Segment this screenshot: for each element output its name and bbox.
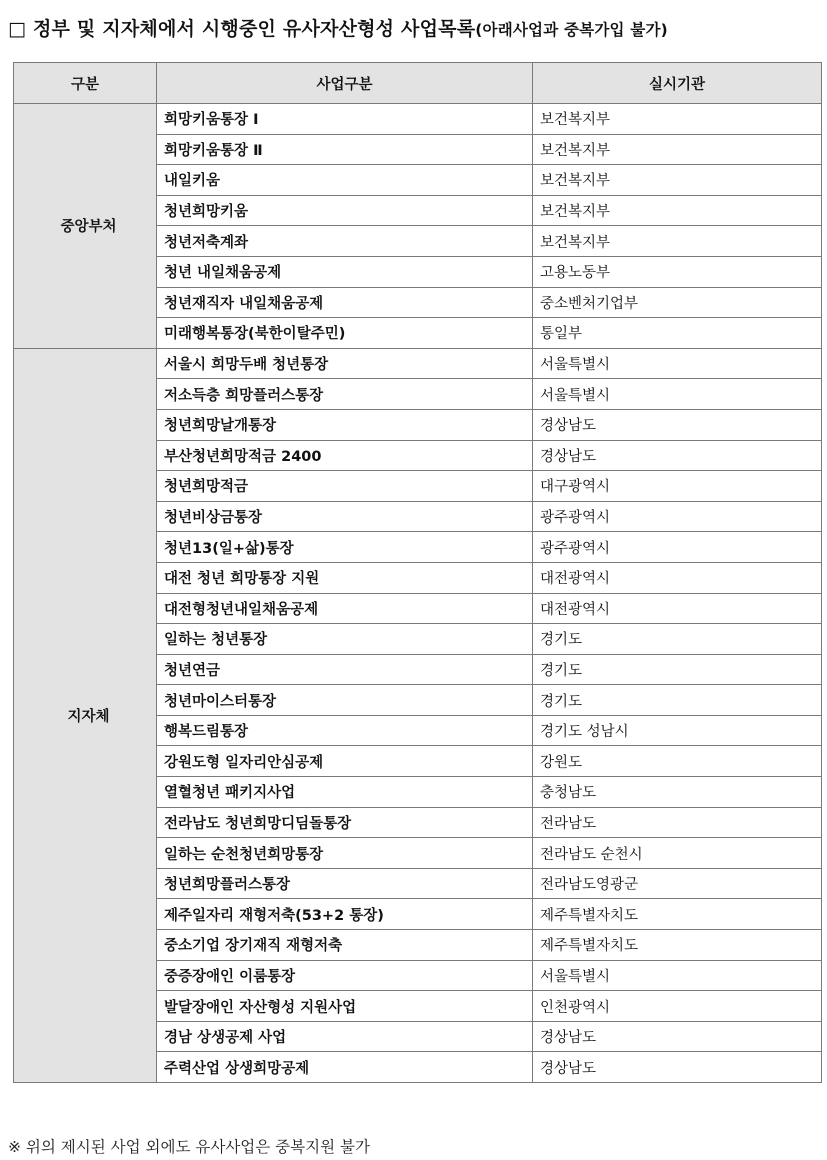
header-program: 사업구분 (157, 63, 533, 104)
program-name-cell: 중소기업 장기재직 재형저축 (157, 930, 533, 961)
program-name-cell: 청년희망적금 (157, 471, 533, 502)
program-name-cell: 중증장애인 이룸통장 (157, 960, 533, 991)
header-category: 구분 (14, 63, 157, 104)
agency-cell: 경상남도 (533, 1052, 822, 1083)
agency-cell: 서울특별시 (533, 379, 822, 410)
agency-cell: 보건복지부 (533, 104, 822, 135)
agency-cell: 경기도 (533, 624, 822, 655)
agency-cell: 중소벤처기업부 (533, 287, 822, 318)
program-name-cell: 대전 청년 희망통장 지원 (157, 562, 533, 593)
agency-cell: 경기도 (533, 654, 822, 685)
agency-cell: 전라남도 순천시 (533, 838, 822, 869)
table-header-row (14, 63, 822, 104)
program-name-cell: 내일키움 (157, 165, 533, 196)
program-name-cell: 청년희망날개통장 (157, 409, 533, 440)
agency-cell: 광주광역시 (533, 532, 822, 563)
program-name-cell: 행복드림통장 (157, 715, 533, 746)
program-name-cell: 미래행복통장(북한이탈주민) (157, 318, 533, 349)
table-row (14, 348, 822, 379)
agency-cell: 강원도 (533, 746, 822, 777)
program-name-cell: 희망키움통장 Ⅰ (157, 104, 533, 135)
program-name-cell: 청년희망플러스통장 (157, 868, 533, 899)
program-name-cell: 청년연금 (157, 654, 533, 685)
agency-cell: 제주특별자치도 (533, 930, 822, 961)
program-name-cell: 청년 내일채움공제 (157, 256, 533, 287)
agency-cell: 보건복지부 (533, 226, 822, 257)
program-name-cell: 대전형청년내일채움공제 (157, 593, 533, 624)
agency-cell: 경기도 (533, 685, 822, 716)
agency-cell: 대구광역시 (533, 471, 822, 502)
program-name-cell: 희망키움통장 Ⅱ (157, 134, 533, 165)
agency-cell: 보건복지부 (533, 195, 822, 226)
title-suffix: (아래사업과 중복가입 불가) (475, 21, 668, 39)
program-name-cell: 청년마이스터통장 (157, 685, 533, 716)
title-main: 정부 및 지자체에서 시행중인 유사자산형성 사업목록 (32, 18, 476, 40)
footnote: ※ 위의 제시된 사업 외에도 유사사업은 중복지원 불가 (8, 1138, 370, 1156)
header-agency: 실시기관 (533, 63, 822, 104)
page-title (8, 14, 668, 41)
agency-cell: 보건복지부 (533, 134, 822, 165)
program-name-cell: 발달장애인 자산형성 지원사업 (157, 991, 533, 1022)
program-name-cell: 경남 상생공제 사업 (157, 1021, 533, 1052)
program-name-cell: 강원도형 일자리안심공제 (157, 746, 533, 777)
agency-cell: 대전광역시 (533, 593, 822, 624)
checkbox-icon: □ (8, 18, 27, 40)
program-table (13, 62, 822, 1083)
program-name-cell: 서울시 희망두배 청년통장 (157, 348, 533, 379)
agency-cell: 제주특별자치도 (533, 899, 822, 930)
agency-cell: 경상남도 (533, 440, 822, 471)
program-name-cell: 청년13(일+삶)통장 (157, 532, 533, 563)
program-name-cell: 부산청년희망적금 2400 (157, 440, 533, 471)
agency-cell: 경상남도 (533, 1021, 822, 1052)
agency-cell: 경상남도 (533, 409, 822, 440)
agency-cell: 고용노동부 (533, 256, 822, 287)
table-body (14, 104, 822, 1083)
agency-cell: 서울특별시 (533, 348, 822, 379)
program-name-cell: 일하는 청년통장 (157, 624, 533, 655)
program-name-cell: 청년재직자 내일채움공제 (157, 287, 533, 318)
agency-cell: 서울특별시 (533, 960, 822, 991)
program-name-cell: 저소득층 희망플러스통장 (157, 379, 533, 410)
agency-cell: 보건복지부 (533, 165, 822, 196)
table-row (14, 104, 822, 135)
program-name-cell: 주력산업 상생희망공제 (157, 1052, 533, 1083)
program-name-cell: 전라남도 청년희망디딤돌통장 (157, 807, 533, 838)
agency-cell: 경기도 성남시 (533, 715, 822, 746)
program-name-cell: 일하는 순천청년희망통장 (157, 838, 533, 869)
agency-cell: 인천광역시 (533, 991, 822, 1022)
program-name-cell: 청년저축계좌 (157, 226, 533, 257)
program-name-cell: 열혈청년 패키지사업 (157, 777, 533, 808)
agency-cell: 광주광역시 (533, 501, 822, 532)
group-label: 중앙부처 (14, 104, 157, 349)
program-name-cell: 청년희망키움 (157, 195, 533, 226)
group-label: 지자체 (14, 348, 157, 1082)
program-name-cell: 청년비상금통장 (157, 501, 533, 532)
agency-cell: 통일부 (533, 318, 822, 349)
agency-cell: 대전광역시 (533, 562, 822, 593)
agency-cell: 전라남도영광군 (533, 868, 822, 899)
agency-cell: 전라남도 (533, 807, 822, 838)
agency-cell: 충청남도 (533, 777, 822, 808)
program-name-cell: 제주일자리 재형저축(53+2 통장) (157, 899, 533, 930)
